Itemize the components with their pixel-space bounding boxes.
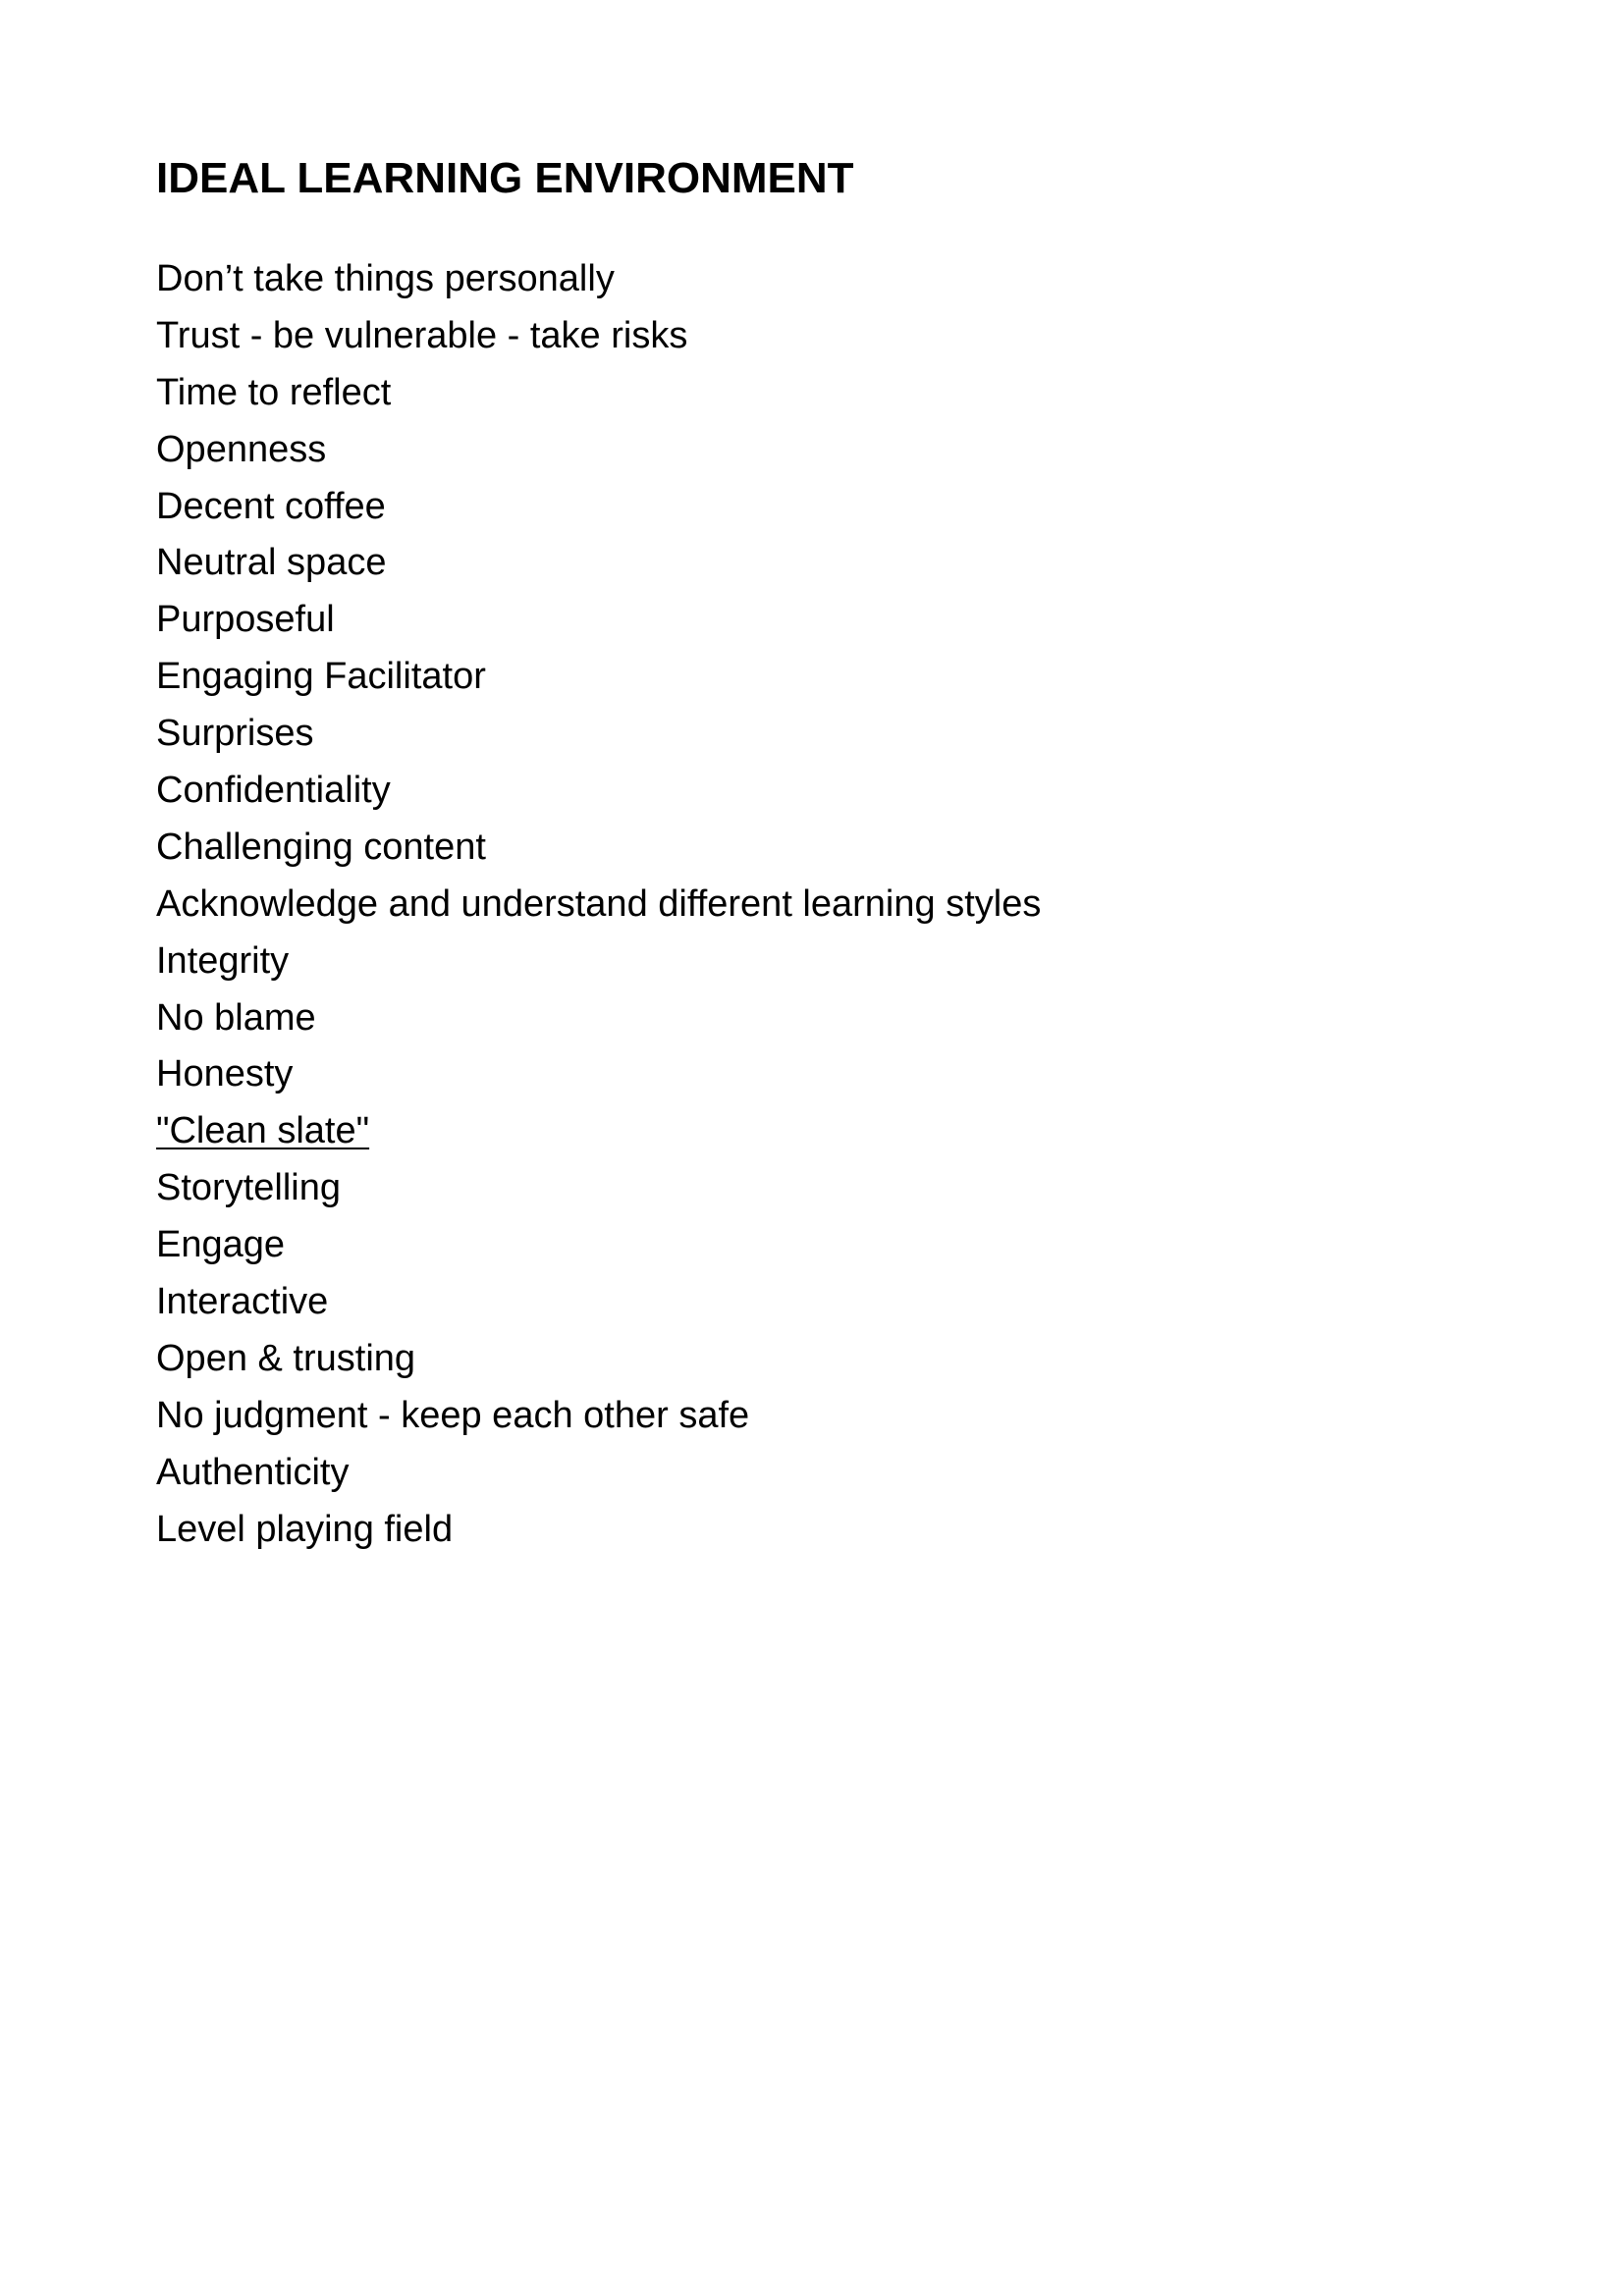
list-item-authenticity: Authenticity <box>156 1451 350 1493</box>
list-item-time-to-reflect: Time to reflect <box>156 371 392 413</box>
list-item-clean-slate: "Clean slate" <box>156 1110 370 1152</box>
list-item-interactive: Interactive <box>156 1281 329 1323</box>
list-item-no-judgment: No judgment - keep each other safe <box>156 1394 750 1436</box>
list-item-learning-styles: Acknowledge and understand different learning styles <box>156 882 1042 925</box>
list-item-openness: Openness <box>156 428 327 470</box>
list-item-integrity: Integrity <box>156 939 290 982</box>
list-item-level-playing-field: Level playing field <box>156 1508 454 1550</box>
list-item-surprises: Surprises <box>156 713 314 755</box>
list-item-no-blame: No blame <box>156 996 316 1039</box>
list-item-decent-coffee: Decent coffee <box>156 485 386 527</box>
list-item-purposeful: Purposeful <box>156 599 335 641</box>
list-item-challenging-content: Challenging content <box>156 826 486 868</box>
list-item-dont-take-things-personally: Don’t take things personally <box>156 258 615 299</box>
list-item-honesty: Honesty <box>156 1053 294 1095</box>
item-list <box>156 251 1472 1558</box>
document-body <box>156 147 1472 1558</box>
page-title: IDEAL LEARNING ENVIRONMENT <box>156 154 854 202</box>
list-item-confidentiality: Confidentiality <box>156 770 391 812</box>
list-item-trust: Trust - be vulnerable - take risks <box>156 314 688 356</box>
list-item-storytelling: Storytelling <box>156 1167 341 1209</box>
list-item-engaging-facilitator: Engaging Facilitator <box>156 656 486 698</box>
list-item-neutral-space: Neutral space <box>156 542 387 584</box>
list-item-engage: Engage <box>156 1224 286 1266</box>
list-item-open-trusting: Open & trusting <box>156 1337 416 1379</box>
